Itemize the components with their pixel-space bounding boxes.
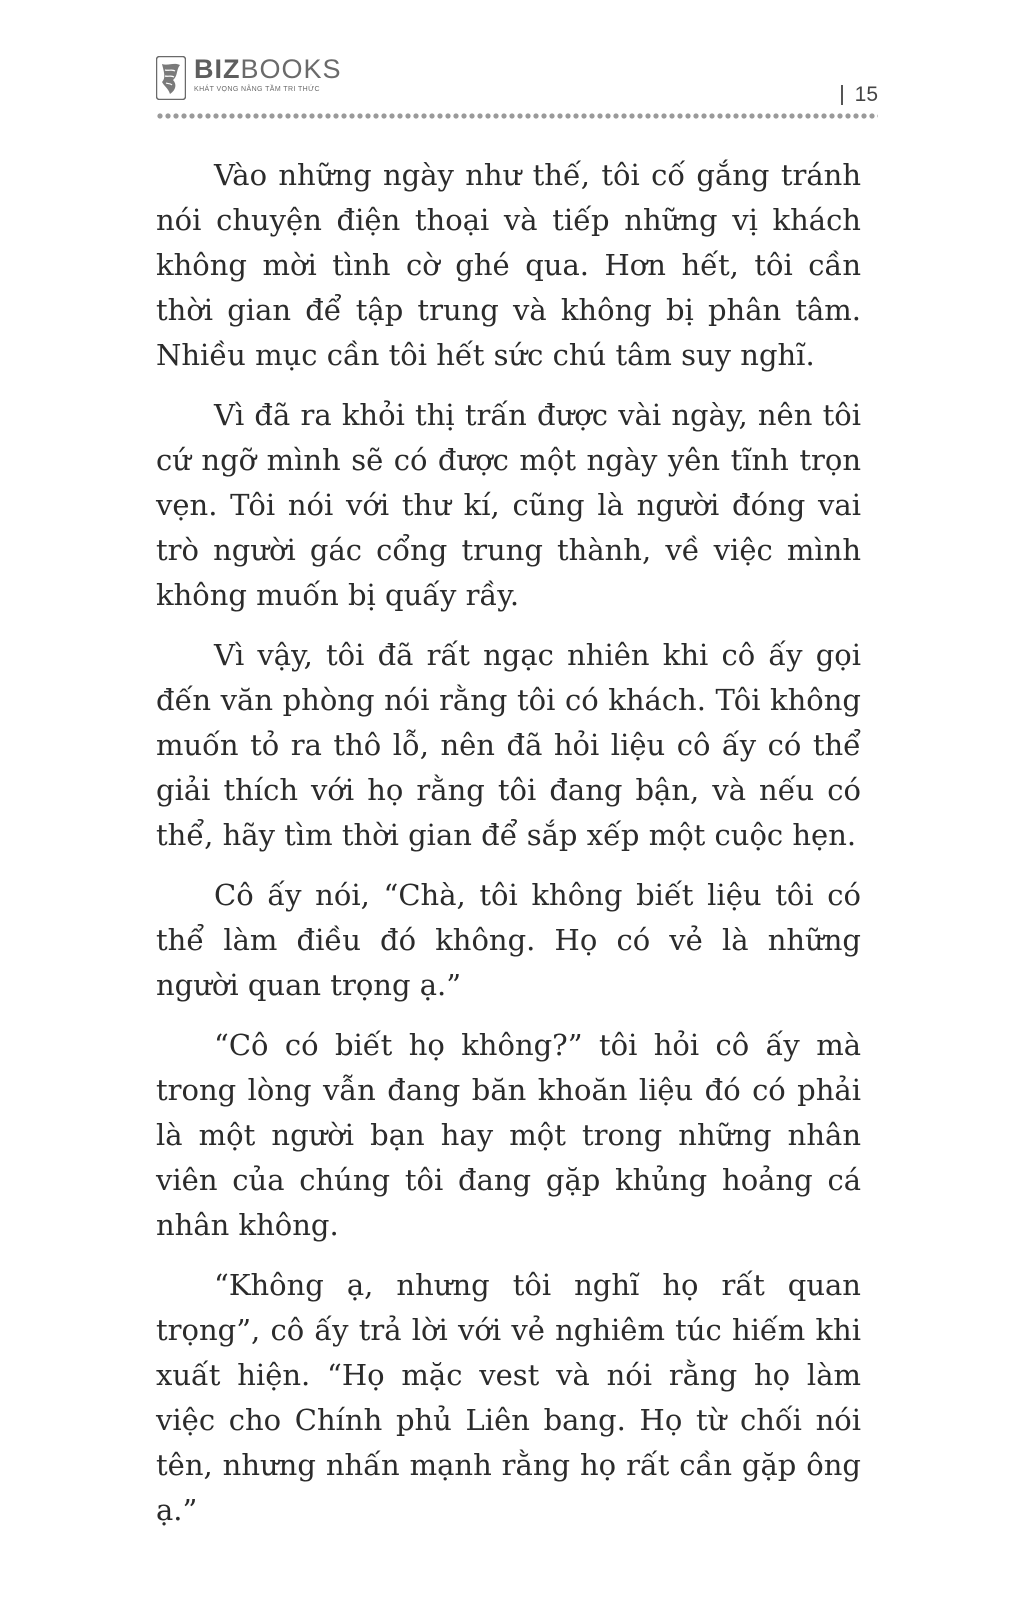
page-body	[156, 153, 861, 1548]
paragraph: Vì đã ra khỏi thị trấn được vài ngày, nên tôi cứ ngỡ mình sẽ có được một ngày yên tĩnh trọn vẹn. Tôi nói với thư kí, cũng là người đóng vai trò người gác cổng trung thành, về việc mình không muốn bị quấy rầy.	[156, 398, 861, 612]
brand-tagline: KHÁT VỌNG NÂNG TẦM TRI THỨC	[194, 86, 320, 93]
brand-biz: BIZ	[194, 54, 241, 84]
brand-books: BOOKS	[240, 54, 342, 84]
page-number-separator	[841, 85, 843, 105]
paragraph: Cô ấy nói, “Chà, tôi không biết liệu tôi có thể làm điều đó không. Họ có vẻ là những người quan trọng ạ.”	[156, 878, 861, 1002]
page-header	[156, 54, 878, 124]
paragraph: “Cô có biết họ không?” tôi hỏi cô ấy mà trong lòng vẫn đang băn khoăn liệu đó có phải là một người bạn hay một trong những nhân viên của chúng tôi đang gặp khủng hoảng cá nhân không.	[156, 1028, 861, 1242]
page-number: 15	[854, 83, 878, 106]
bizbooks-logo-icon	[156, 56, 186, 100]
page-number-block	[841, 84, 878, 106]
dotted-header-rule	[156, 112, 878, 120]
paragraph: “Không ạ, nhưng tôi nghĩ họ rất quan trọng”, cô ấy trả lời với vẻ nghiêm túc hiếm khi xuất hiện. “Họ mặc vest và nói rằng họ làm việc cho Chính phủ Liên bang. Họ từ chối nói tên, nhưng nhấn mạnh rằng họ rất cần gặp ông ạ.”	[156, 1268, 861, 1527]
publisher-logo	[156, 54, 342, 100]
paragraph: Vào những ngày như thế, tôi cố gắng tránh nói chuyện điện thoại và tiếp những vị khách không mời tình cờ ghé qua. Hơn hết, tôi cần thời gian để tập trung và không bị phân tâm. Nhiều mục cần tôi hết sức chú tâm suy nghĩ.	[156, 158, 861, 372]
brand-name	[194, 54, 342, 84]
paragraph: Vì vậy, tôi đã rất ngạc nhiên khi cô ấy gọi đến văn phòng nói rằng tôi có khách. Tôi không muốn tỏ ra thô lỗ, nên đã hỏi liệu cô ấy có thể giải thích với họ rằng tôi đang bận, và nếu có thể, hãy tìm thời gian để sắp xếp một cuộc hẹn.	[156, 638, 861, 852]
